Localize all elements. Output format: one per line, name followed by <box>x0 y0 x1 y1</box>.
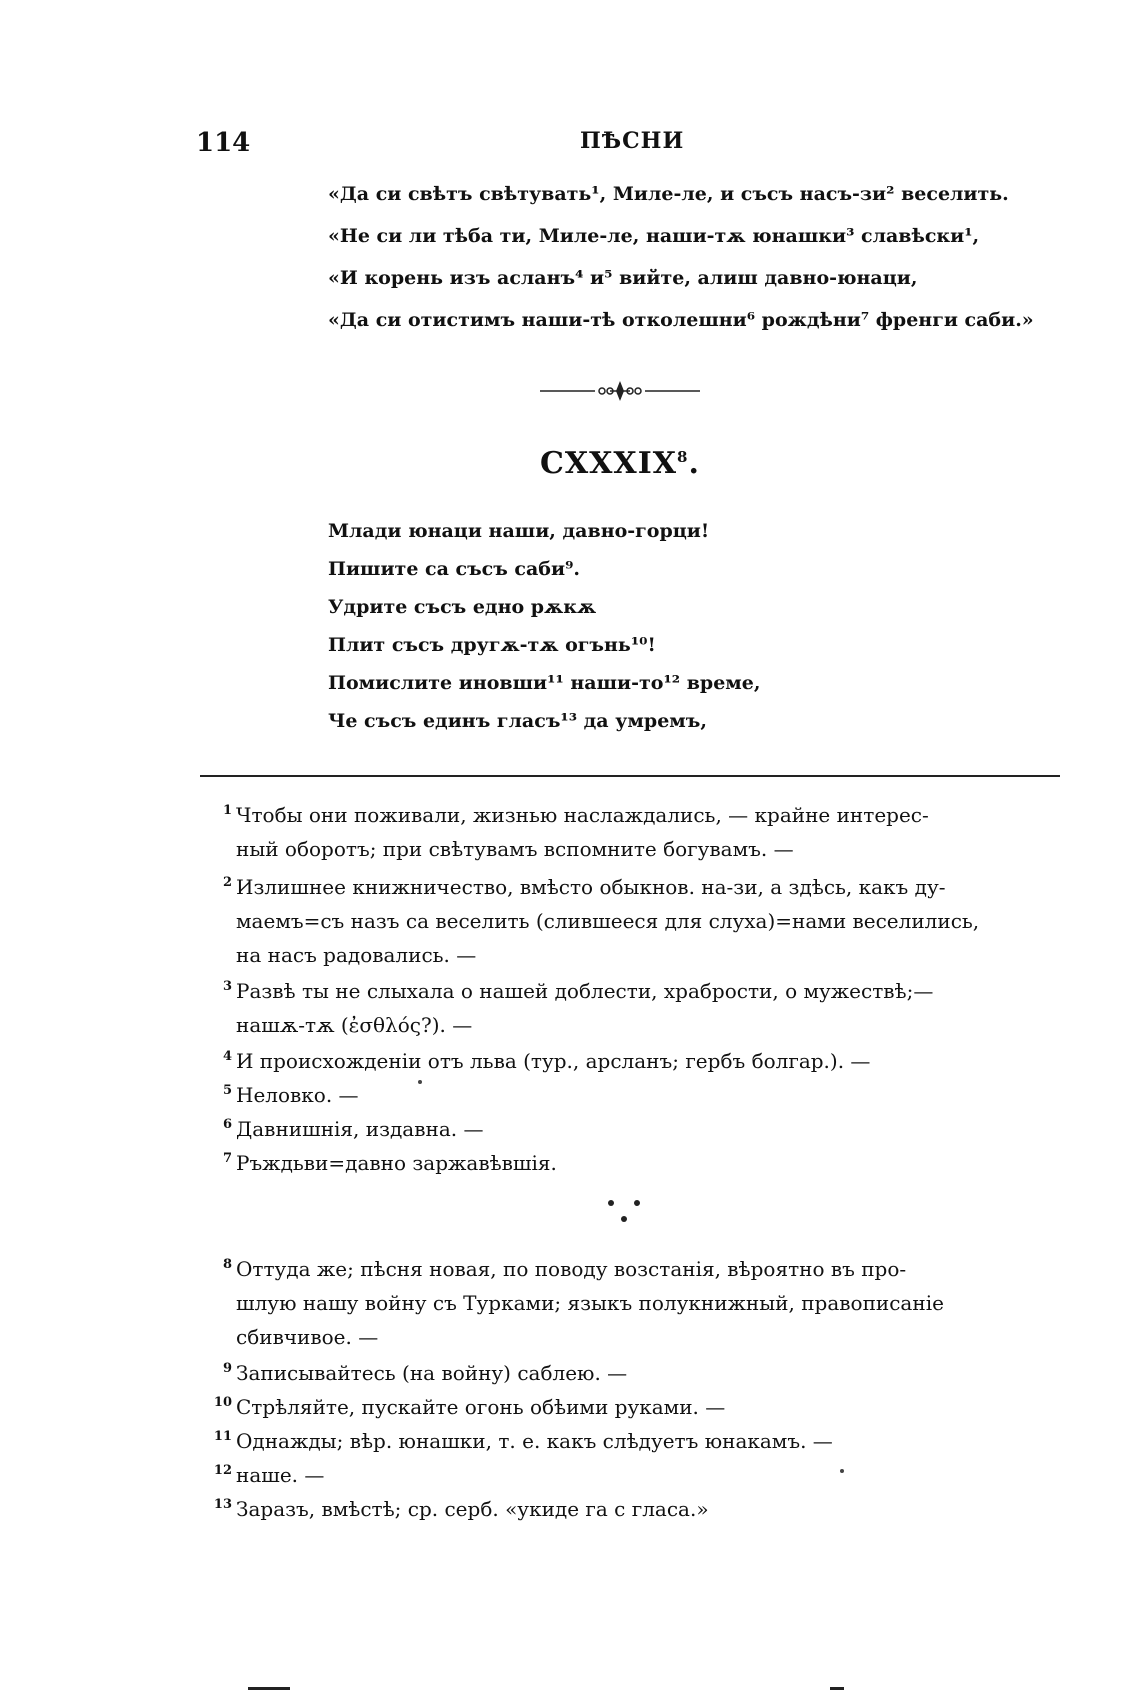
footnote-line: шлую нашу войну съ Турками; языкъ полукнижный, правописаніе <box>236 1291 944 1315</box>
verse-line: «Да си свѣтъ свѣтувать¹, Миле-ле, и съсъ насъ-зи² веселить. <box>328 183 1009 205</box>
footnote <box>210 1424 1060 1458</box>
footnote-number: 7 <box>222 1151 232 1166</box>
footnote-line: ный оборотъ; при свѣтувамъ вспомните богувамъ. — <box>236 837 794 861</box>
section-note-marker: 8 <box>677 448 689 466</box>
footnote-number: 10 <box>213 1395 232 1410</box>
footnote-line: Давнишнія, издавна. — <box>236 1117 484 1141</box>
footnote-line: Однажды; вѣр. юнашки, т. е. какъ слѣдуетъ юнакамъ. — <box>236 1429 833 1453</box>
footnote-rule <box>200 775 1060 777</box>
section-title: CXXXIX <box>540 446 678 481</box>
footnote-line: И происхожденіи отъ льва (тур., арсланъ; гербъ болгар.). — <box>236 1049 871 1073</box>
footnote <box>210 1146 1060 1180</box>
footnote-line: Чтобы они поживали, жизнью наслаждались, — крайне интерес- <box>236 803 929 827</box>
footnote <box>210 1390 1060 1424</box>
print-speck <box>840 1469 844 1473</box>
footnote-number: 4 <box>222 1049 232 1064</box>
footnote-number: 12 <box>213 1463 232 1478</box>
footnote-line: сбивчивое. — <box>236 1325 379 1349</box>
footnote-line: Развѣ ты не слыхала о нашей доблести, храбрости, о мужествѣ;— <box>236 979 934 1003</box>
edge-mark <box>830 1687 844 1690</box>
footnote <box>210 1356 1060 1390</box>
print-speck <box>418 1080 422 1084</box>
verse-line: «Да си отистимъ наши-тѣ отколешни⁶ рождѣни⁷ френги саби.» <box>328 309 1034 331</box>
footnote <box>210 1044 1060 1078</box>
footnote-line: Записывайтесь (на войну) саблею. — <box>236 1361 628 1385</box>
footnote-line: наше. — <box>236 1463 325 1487</box>
footnote-number: 5 <box>222 1083 232 1098</box>
edge-mark <box>248 1687 290 1690</box>
footnote-number: 11 <box>213 1429 232 1444</box>
footnote-line: Ръждьви=давно заржавѣвшія. <box>236 1151 557 1175</box>
footnote-number: 1 <box>222 803 232 818</box>
footnote-line: Оттуда же; пѣсня новая, по поводу возстанія, вѣроятно въ про- <box>236 1257 907 1281</box>
verse-line: Удрите съсъ едно рѫкѫ <box>328 596 597 618</box>
asterism-dots <box>608 1192 648 1232</box>
footnote-number: 8 <box>222 1257 232 1272</box>
footnote-number: 2 <box>222 875 232 890</box>
footnote-line: нашѫ-тѫ (ἐσθλός?). — <box>236 1013 473 1037</box>
footnote-number: 9 <box>222 1361 232 1376</box>
verse-line: Млади юнаци наши, давно-горци! <box>328 520 710 542</box>
verse-line: «Не си ли тѣба ти, Миле-ле, наши-тѫ юнашки³ славѣски¹, <box>328 225 980 247</box>
footnote <box>210 1252 1060 1354</box>
footnote-line: Неловко. — <box>236 1083 359 1107</box>
footnote <box>210 1112 1060 1146</box>
ornament-divider <box>540 378 700 404</box>
footnote-line: маемъ=съ назъ са веселить (слившееся для слуха)=нами веселились, <box>236 909 980 933</box>
footnote-number: 6 <box>222 1117 232 1132</box>
footnote <box>210 798 1060 866</box>
footnote-number: 13 <box>213 1497 232 1512</box>
footnote <box>210 974 1060 1042</box>
footnote-line: на насъ радовались. — <box>236 943 477 967</box>
verse-line: Плит съсъ другѫ-тѫ огънь¹⁰! <box>328 634 656 656</box>
footnote <box>210 870 1060 972</box>
footnote-line: Заразъ, вмѣстѣ; ср. серб. «укиде га с гласа.» <box>236 1497 709 1521</box>
footnote-number: 3 <box>222 979 232 994</box>
footnote <box>210 1458 1060 1492</box>
running-title: ПѢСНИ <box>580 128 685 154</box>
footnote-line: Излишнее книжничество, вмѣсто обыкнов. на-зи, а здѣсь, какъ ду- <box>236 875 946 899</box>
section-heading: CXXXIX$^8$. <box>540 446 700 481</box>
page-number: 114 <box>196 128 251 158</box>
verse-line: «И корень изъ асланъ⁴ и⁵ вийте, алиш давно-юнаци, <box>328 267 918 289</box>
verse-line: Помислите иновши¹¹ наши-то¹² време, <box>328 672 761 694</box>
footnote <box>210 1078 1060 1112</box>
footnote-line: Стрѣляйте, пускайте огонь обѣими руками. — <box>236 1395 726 1419</box>
footnote <box>210 1492 1060 1526</box>
verse-line: Пишите са съсъ саби⁹. <box>328 558 581 580</box>
verse-line: Че съсъ единъ гласъ¹³ да умремъ, <box>328 710 707 732</box>
